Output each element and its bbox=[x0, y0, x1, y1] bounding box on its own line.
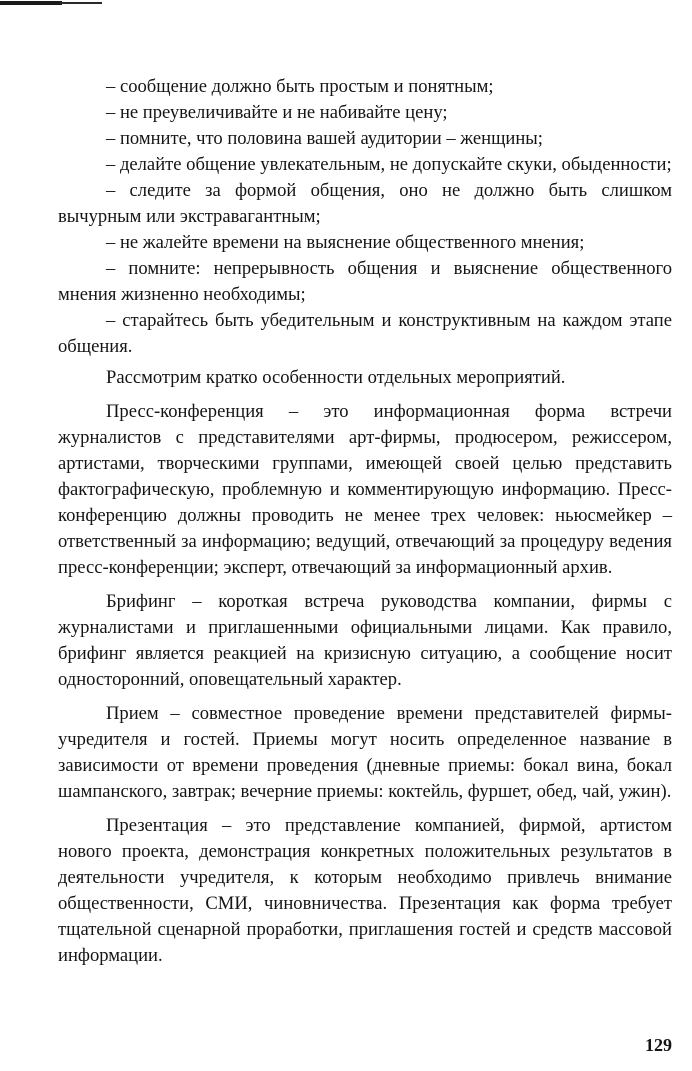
list-item: – следите за формой общения, оно не должно быть слишком вычурным или экстравагантным; bbox=[58, 180, 672, 227]
list-item: – старайтесь быть убедительным и конструктивным на каждом этапе общения. bbox=[58, 310, 672, 357]
paragraph-press-conference: Пресс-конференция – это информационная форма встречи журналистов с представителями арт-фирмы, продюсером, режиссером, артистами, творческими группами, имеющей своей целью представить фактографическую, проблемную и комментирующую информацию. Пресс-конференцию должны проводить не менее трех человек: ньюсмейкер – ответственный за информацию; ведущий, отвечающий за процедуру ведения пресс-конференции; эксперт, отвечающий за информационный архив. bbox=[58, 401, 672, 578]
intro-sentence: Рассмотрим кратко особенности отдельных мероприятий. bbox=[106, 367, 566, 388]
list-item: – не жалейте времени на выяснение общественного мнения; bbox=[106, 232, 585, 253]
paragraph-reception: Прием – совместное проведение времени представителей фирмы-учредителя и гостей. Приемы могут носить определенное название в зависимости от времени проведения (дневные приемы: бокал вина, бокал шампанского, завтрак; вечерние приемы: коктейль, фуршет, обед, чай, ужин). bbox=[58, 703, 672, 802]
list-item: – сообщение должно быть простым и понятным; bbox=[106, 76, 494, 97]
paragraph-briefing: Брифинг – короткая встреча руководства компании, фирмы с журналистами и приглашенными официальными лицами. Как правило, брифинг является реакцией на кризисную ситуацию, а сообщение носит односторонний, оповещательный характер. bbox=[58, 591, 672, 690]
scan-edge-mark-thin bbox=[60, 2, 102, 4]
list-item: – помните: непрерывность общения и выяснение общественного мнения жизненно необходимы; bbox=[58, 258, 672, 305]
page-body bbox=[58, 74, 672, 969]
list-item: – делайте общение увлекательным, не допускайте скуки, обыденности; bbox=[106, 154, 672, 175]
list-item: – помните, что половина вашей аудитории – женщины; bbox=[106, 128, 543, 149]
list-item: – не преувеличивайте и не набивайте цену; bbox=[106, 102, 448, 123]
paragraph-presentation: Презентация – это представление компанией, фирмой, артистом нового проекта, демонстрация конкретных положительных результатов в деятельности учредителя, к которым необходимо привлечь внимание общественности, СМИ, чиновничества. Презентация как форма требует тщательной сценарной проработки, приглашения гостей и средств массовой информации. bbox=[58, 815, 672, 966]
page-number: 129 bbox=[645, 1035, 672, 1055]
scan-edge-mark bbox=[0, 0, 102, 6]
scan-edge-mark-thick bbox=[0, 1, 62, 5]
